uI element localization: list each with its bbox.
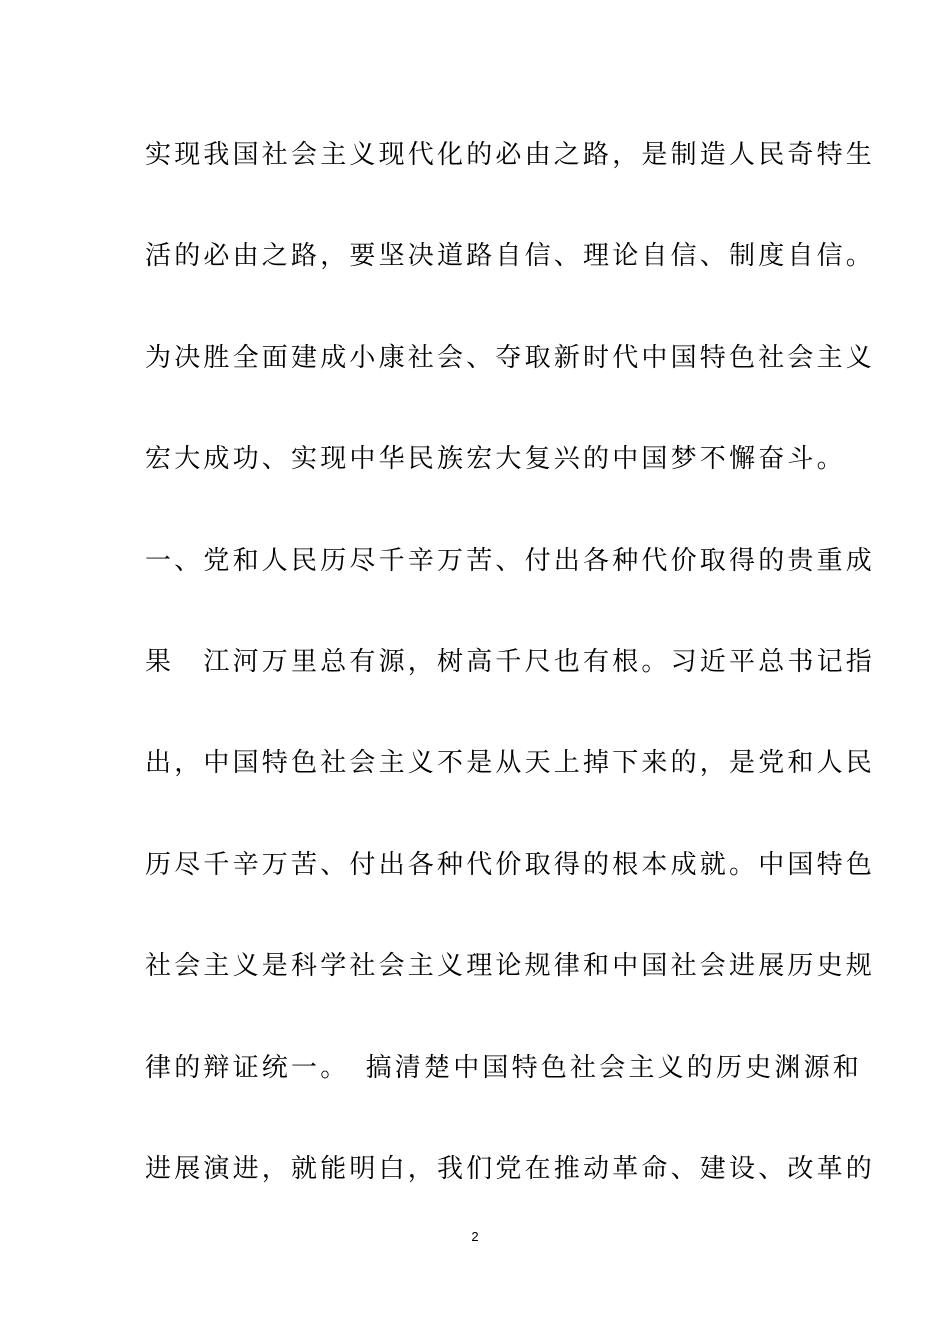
- text-line-6: 果 江河万里总有源，树高千尺也有根。习近平总书记指: [145, 646, 876, 677]
- text-line-8: 历尽千辛万苦、付出各种代价取得的根本成就。中国特色: [145, 849, 876, 880]
- text-line-1: 实现我国社会主义现代化的必由之路，是制造人民奇特生: [145, 140, 876, 170]
- text-line-11: 进展演进，就能明白，我们党在推动革命、建设、改革的: [145, 1153, 876, 1184]
- text-line-4: 宏大成功、实现中华民族宏大复兴的中国梦不懈奋斗。: [145, 444, 846, 475]
- text-line-2: 活的必由之路，要坚决道路自信、理论自信、制度自信。: [145, 241, 876, 272]
- text-line-7: 出，中国特色社会主义不是从天上掉下来的，是党和人民: [145, 748, 876, 779]
- text-line-3: 为决胜全面建成小康社会、夺取新时代中国特色社会主义: [145, 342, 876, 373]
- text-line-5: 一、党和人民历尽千辛万苦、付出各种代价取得的贵重成: [145, 545, 876, 576]
- text-line-9: 社会主义是科学社会主义理论规律和中国社会进展历史规: [145, 951, 876, 982]
- text-line-10: 律的辩证统一。 搞清楚中国特色社会主义的历史渊源和: [145, 1052, 863, 1083]
- page-number: 2: [471, 1229, 479, 1244]
- body-text: [145, 128, 876, 1243]
